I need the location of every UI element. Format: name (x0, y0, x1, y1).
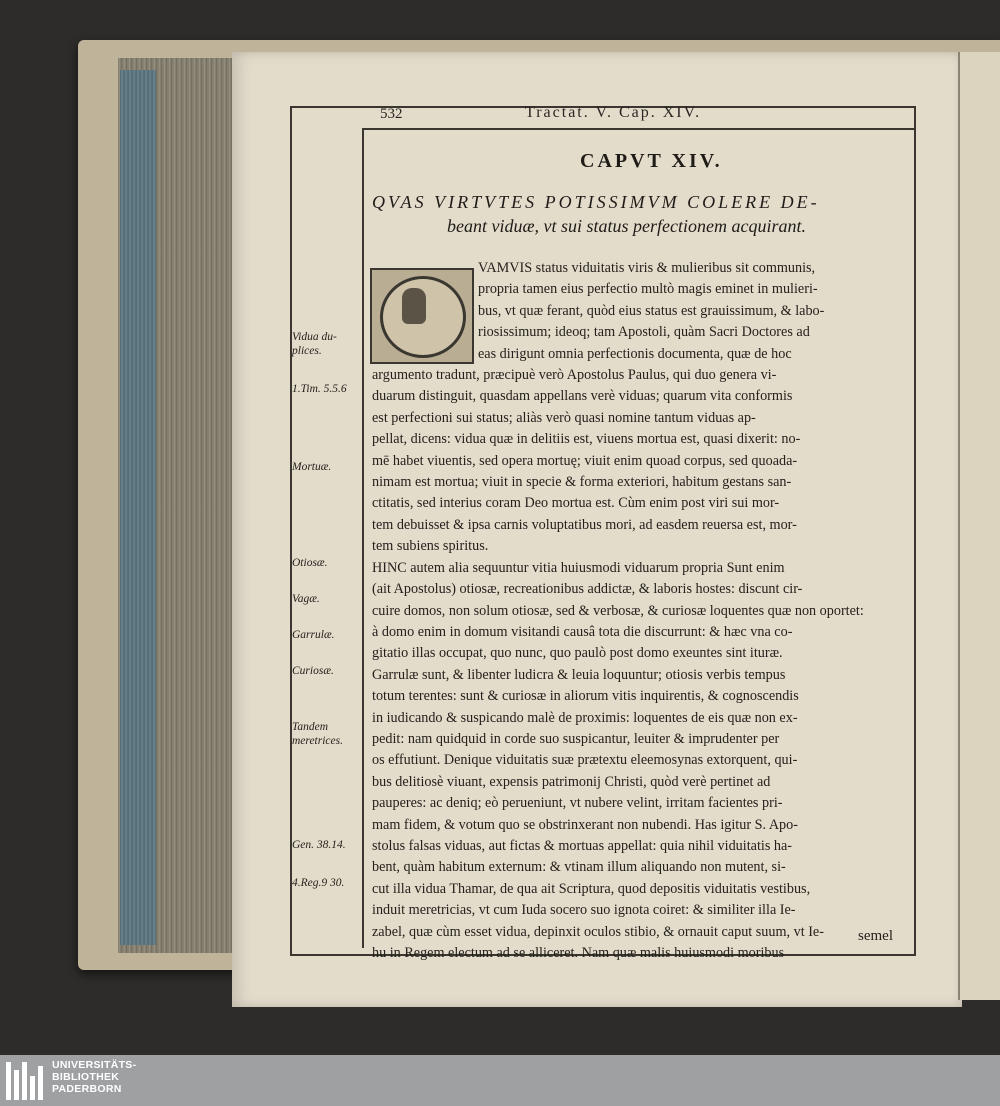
margin-note: Tandem meretrices. (292, 721, 343, 747)
body-line: zabel, quæ cùm esset vidua, depinxit oculos stibio, & ornauit caput suum, vt Ie- (372, 923, 824, 940)
right-page-edge (958, 52, 1000, 1000)
body-line: ctitatis, sed interius coram Deo mortua est. Cùm enim post viri sui mor- (372, 495, 780, 512)
body-line: induit meretricias, vt cum Iuda socero suo ignota coiret: & similiter illa Ie- (372, 902, 796, 919)
catchword: semel (858, 928, 893, 944)
running-title: Tractat. V. Cap. XIV. (525, 104, 702, 121)
body-line: bent, quàm habitum externum: & vtinam illum aliquando non mutent, si- (372, 859, 786, 876)
body-line: propria tamen eius perfectio multò magis eminet in mulieri- (478, 281, 818, 298)
body-line: mē habet viuentis, sed opera mortuę; viuit enim quoad corpus, sed quoada- (372, 452, 798, 469)
body-text (372, 258, 910, 964)
margin-note: Vidua du- plices. (292, 331, 337, 357)
page-number: 532 (380, 106, 403, 122)
logo-line-3: PADERBORN (52, 1083, 122, 1095)
page-edges-colored (120, 70, 156, 945)
body-line: tem debuisset & ipsa carnis voluptatibus mori, ad easdem reuersa est, mor- (372, 516, 797, 533)
body-line: HINC autem alia sequuntur vitia huiusmodi viduarum propria Sunt enim (372, 559, 785, 576)
body-line: totum terentes: sunt & curiosæ in aliorum vitis inquirentis, & cognoscendis (372, 688, 799, 705)
body-line: cuire domos, non solum otiosæ, sed & verbosæ, & curiosæ loquentes quæ non oportet: (372, 602, 864, 619)
body-line: duarum distinguit, quasdam appellans verè viduas; quarum vita conformis (372, 388, 793, 405)
body-line: eas dirigunt omnia perfectionis documenta, quæ de hoc (478, 345, 792, 362)
body-line: pauperes: ac deniq; eò perueniunt, vt nubere velint, irritam facientes pri- (372, 795, 783, 812)
body-line: est perfectioni sui status; aliàs verò quasi nomine tantum viduas ap- (372, 409, 756, 426)
body-line: os effutiunt. Denique viduitatis suæ prætextu eleemosynas extorquent, qui- (372, 752, 798, 769)
margin-note: Garrulæ. (292, 629, 335, 641)
margin-note: 1.Tim. 5.5.6 (292, 383, 347, 395)
body-line: gitatio illas occupat, quo nunc, quo paulò post domo exeuntes sint ituræ. (372, 645, 783, 662)
body-line: pedit: nam quidquid in corde suo suspicantur, leuiter & imprudenter per (372, 730, 780, 747)
margin-note: Curiosæ. (292, 665, 334, 677)
body-line: VAMVIS status viduitatis viris & mulieribus sit communis, (478, 260, 816, 276)
body-line: riosissimum; ideoq; tam Apostoli, quàm Sacri Doctores ad (478, 324, 810, 341)
body-line: mam fidem, & votum quo se obstrinxerant non nubendi. Has igitur S. Apo- (372, 816, 798, 833)
chapter-title-line-2: beant viduæ, vt sui status perfectionem acquirant. (447, 216, 806, 236)
body-line: à domo enim in domum visitandi causâ tota die discurrunt: & hæc vna co- (372, 623, 793, 640)
body-line: argumento tradunt, præcipuè verò Apostolus Paulus, qui duo genera vi- (372, 367, 777, 384)
body-line: hu in Regem electum ad se alliceret. Nam quæ malis huiusmodi moribus (372, 945, 785, 961)
library-logo-icon (6, 1062, 44, 1100)
chapter-title-line-1: QVAS VIRTVTES POTISSIMVM COLERE DE- (372, 192, 820, 212)
margin-note: Otiosæ. (292, 557, 328, 569)
logo-line-1: UNIVERSITÄTS- (52, 1059, 137, 1071)
body-line: stolus falsas viduas, aut fictas & mortuas appellat: quia nihil viduitatis ha- (372, 837, 793, 854)
chapter-heading: CAPVT XIV. (580, 150, 723, 172)
body-line: cut illa vidua Thamar, de qua ait Scriptura, quod depositis viduitatis vestibus, (372, 880, 811, 897)
body-line: (ait Apostolus) otiosæ, recreationibus addictæ, & laboris hostes: discunt cir- (372, 581, 803, 598)
margin-note: Mortuæ. (292, 461, 332, 473)
margin-note: Vagæ. (292, 593, 320, 605)
body-line: tem subiens spiritus. (372, 538, 489, 555)
library-footer (0, 1055, 1000, 1106)
body-line: in iudicando & suspicando malè de proximis: loquentes de eis quæ non ex- (372, 709, 798, 726)
margin-note: Gen. 38.14. (292, 839, 346, 851)
library-logo-text (52, 1059, 136, 1095)
margin-note: 4.Reg.9 30. (292, 877, 345, 889)
body-line: bus delitiosè viuant, expensis patrimonij Christi, quòd verè pertinet ad (372, 773, 771, 790)
body-line: Garrulæ sunt, & libenter ludicra & leuia loquuntur; otiosis verbis tempus (372, 666, 786, 683)
chapter-title (372, 190, 902, 238)
body-line: pellat, dicens: vidua quæ in delitiis est, viuens mortua est, quasi dixerit: no- (372, 431, 801, 448)
body-line: nimam est mortua; viuit in specie & forma exteriori, habitum gestans san- (372, 474, 792, 491)
logo-line-2: BIBLIOTHEK (52, 1071, 120, 1083)
running-head (300, 104, 910, 126)
body-line: bus, vt quæ ferant, quòd eius status est grauissimum, & labo- (478, 302, 825, 319)
